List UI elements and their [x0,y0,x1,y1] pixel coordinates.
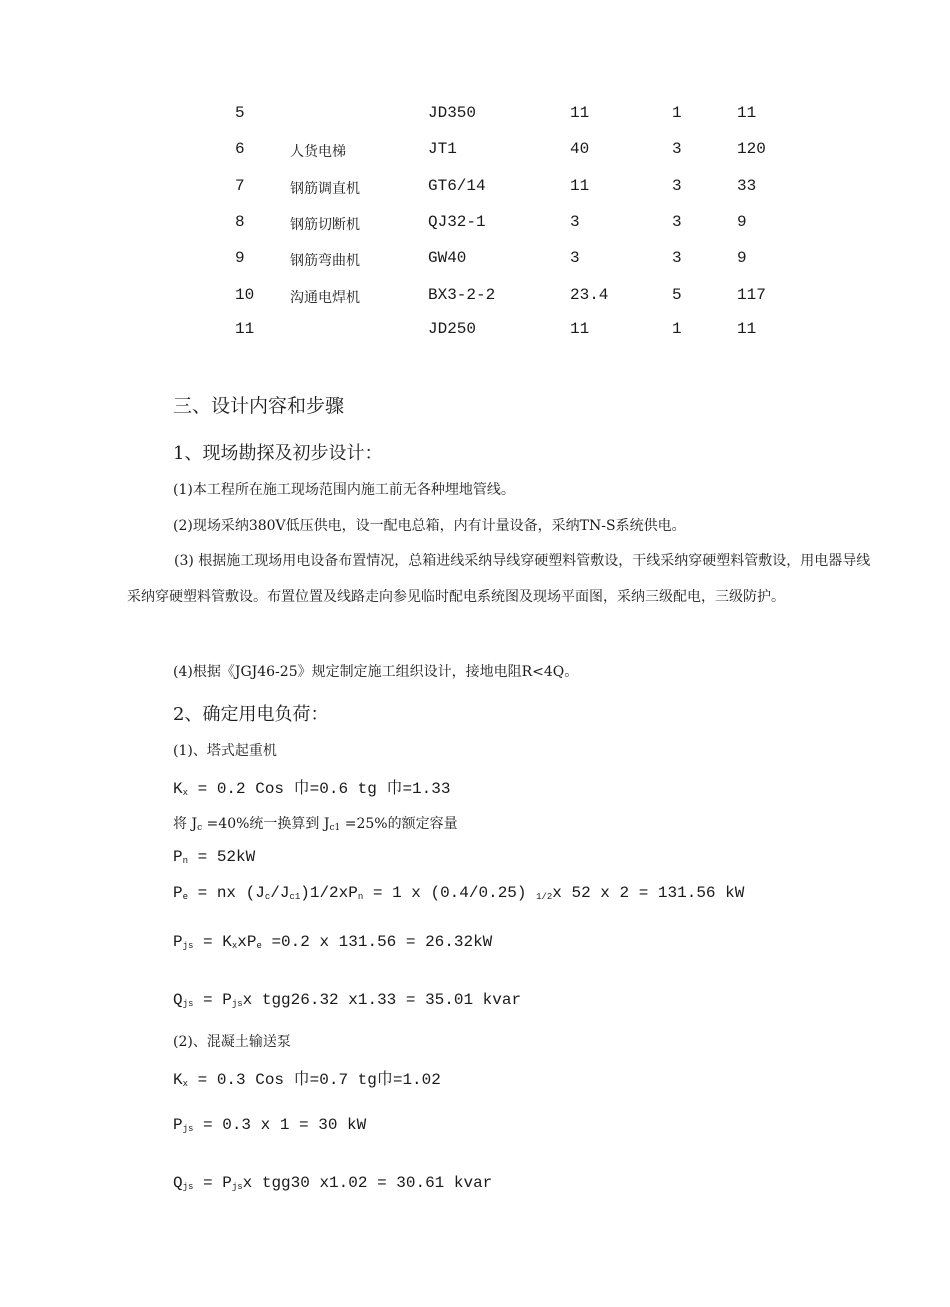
cell-equipment-name: 人货电梯 [290,144,346,160]
cell-number: 9 [235,249,245,267]
cell-quantity: 1 [672,320,682,338]
cell-model: GW40 [428,249,467,267]
cell-equipment-name: 钢筋弯曲机 [290,253,360,269]
cell-power: 3 [570,249,580,267]
cell-number: 5 [235,104,245,122]
cell-power: 3 [570,213,580,231]
cell-total-power: 117 [737,286,766,304]
cell-model: GT6/14 [428,177,486,195]
formula-qjs: $Q_{js} = P_{js}x$ tgg30 x1.02 = 30.61 kvar [173,1174,493,1192]
item-title: (1)、塔式起重机 [173,743,277,759]
cell-model: QJ32-1 [428,213,486,231]
paragraph: (2)现场采纳380V低压供电，设一配电总箱，内有计量设备，采纳TN-S系统供电。 [173,518,686,534]
cell-power: 11 [570,104,590,122]
cell-equipment-name: 沟通电焊机 [290,290,360,306]
cell-quantity: 5 [672,286,682,304]
cell-number: 10 [235,286,255,304]
cell-number: 11 [235,320,255,338]
cell-total-power: 9 [737,213,747,231]
formula-pe: $P_e$ = nx $(J_c/J_{c1})1/2xP_n = 1$ x (0.4/0.25) $_{1/2}$x 52 x 2 = 131.56 kW [173,884,745,902]
formula-pjs: $P_{js} = 0.3$ x 1 = 30 kW [173,1116,367,1134]
cell-equipment-name: 钢筋切断机 [290,217,360,233]
cell-number: 7 [235,177,245,195]
paragraph: (4)根据《JGJ46-25》规定制定施工组织设计，接地电阻R<4Q。 [173,664,579,680]
subsection-title: 2、确定用电负荷： [173,704,329,725]
cell-power: 23.4 [570,286,609,304]
cell-quantity: 1 [672,104,682,122]
formula-qjs: $Q_{js} = P_{js}x$ tgg26.32 x1.33 = 35.01 kvar [173,991,522,1009]
cell-total-power: 11 [737,320,757,338]
formula-jc: 将 $J_c =40\%$统一换算到 $J_{c1} =25\%$的额定容量 [173,816,458,833]
formula-pn: $P_n = 52kW$ [173,848,256,866]
cell-power: 11 [570,320,590,338]
cell-power: 40 [570,140,590,158]
cell-model: JD350 [428,104,477,122]
item-title: (2)、混凝土输送泵 [173,1034,291,1050]
subsection-title: 1、现场勘探及初步设计： [173,443,383,464]
cell-model: JT1 [428,140,457,158]
cell-model: JD250 [428,320,477,338]
formula-pjs: $P_{js} = K_xxP_e =0.2$ x 131.56 = 26.32kW [173,933,493,951]
cell-total-power: 9 [737,249,747,267]
cell-model: BX3-2-2 [428,286,496,304]
cell-quantity: 3 [672,249,682,267]
cell-quantity: 3 [672,177,682,195]
paragraph: (3) 根据施工现场用电设备布置情况，总箱进线采纳导线穿硬塑料管敷设，干线采纳穿硬塑料管敷设，用电器导线采纳穿硬塑料管敷设。布置位置及线路走向参见临时配电系统图及现场平面图，采纳三级配电，三级防护。 [127,553,871,605]
cell-equipment-name: 钢筋调直机 [290,181,360,197]
paragraph: (1)本工程所在施工现场范围内施工前无各种埋地管线。 [173,482,515,498]
formula-kx: $K_x = 0.2$ Cos 巾=0.6 tg 巾=1.33 [173,780,451,798]
cell-number: 8 [235,213,245,231]
cell-power: 11 [570,177,590,195]
formula-kx: $K_x = 0.3$ Cos 巾=0.7 tg巾=1.02 [173,1071,441,1089]
cell-total-power: 11 [737,104,757,122]
cell-number: 6 [235,140,245,158]
cell-total-power: 120 [737,140,766,158]
cell-quantity: 3 [672,213,682,231]
cell-quantity: 3 [672,140,682,158]
cell-total-power: 33 [737,177,757,195]
section-title: 三、设计内容和步骤 [173,395,345,417]
